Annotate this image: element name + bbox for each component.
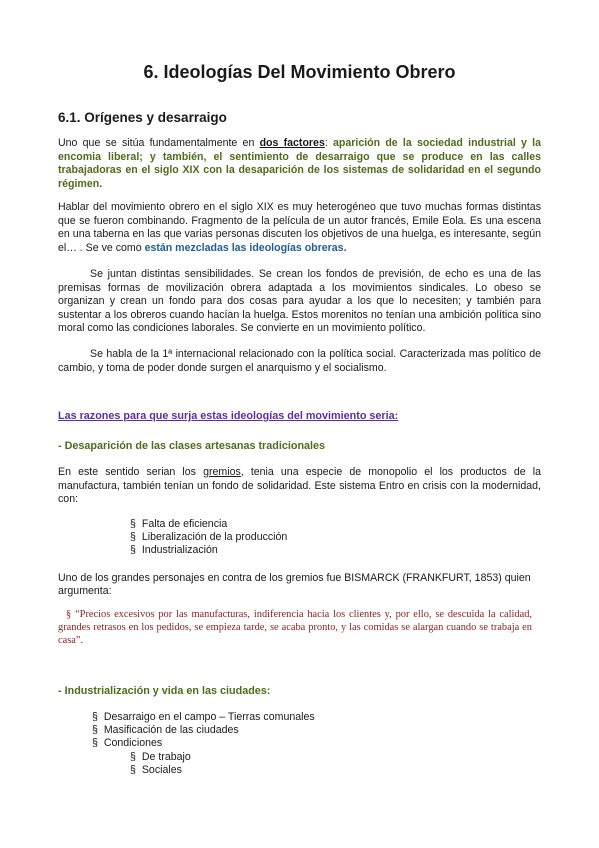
guild-crisis-list (130, 518, 287, 558)
list-item: § Desarraigo en el campo – Tierras comunales (92, 711, 315, 723)
list-item: § De trabajo (130, 751, 191, 763)
section-sign-icon: § (130, 544, 136, 557)
guilds-detail: , tenia una especie de monopolio el los productos de la manufactura, también tenían un fondo de solidaridad. Este sistema Entro en crisis con la modernidad, con: (58, 466, 541, 506)
paragraph-factors (58, 137, 541, 191)
subheading-artisans: - Desaparición de las clases artesanas tradicionales (58, 440, 326, 452)
city-life-list (92, 711, 315, 751)
list-item: § Condiciones (92, 737, 163, 750)
section-sign-icon: § (130, 518, 136, 530)
section-sign-icon: § (92, 737, 98, 750)
reasons-heading: Las razones para que surja estas ideologías del movimiento seria: (58, 410, 399, 422)
factors-colon: : (324, 137, 334, 149)
list-item: § Liberalización de la producción (130, 531, 288, 544)
guilds-keyword: gremios (203, 466, 241, 478)
factors-detail: aparición de la sociedad industrial y la encomia liberal; y también, el sentimiento de desarraigo que se produce en las calles trabajadoras en el siglo XIX con la desaparición de los sistemas de solidaridad en el segundo régimen. (58, 137, 541, 190)
section-sign-icon: § (130, 764, 136, 777)
conditions-sublist (130, 751, 191, 777)
list-item: § Masificación de las ciudades (92, 724, 239, 737)
section-sign-icon: § (130, 531, 136, 544)
movement-highlight: están mezcladas las ideologías obreras. (144, 241, 347, 254)
section-heading: 6.1. Orígenes y desarraigo (58, 110, 227, 125)
list-item: § Sociales (130, 764, 182, 777)
section-sign-icon: § (130, 751, 136, 763)
paragraph-movement (58, 201, 541, 255)
section-sign-icon: § (92, 711, 98, 723)
movement-text: Hablar del movimiento obrero en el siglo XIX es muy heterogéneo que tuvo muchas formas distintas que se fueron combinando. Fragmento de la película de un autor francés, Emile Eola. Es una escena en una taberna en las que varias personas discuten los objetivos de una huelga, es interesante, según el… . Se ve como (58, 201, 541, 254)
paragraph-guilds (58, 466, 541, 507)
list-item: § Industrialización (130, 544, 218, 557)
guilds-intro: En este sentido serian los (58, 466, 204, 478)
list-item: § Falta de eficiencia (130, 518, 228, 530)
factors-intro: Uno que se sitúa fundamentalmente en (58, 137, 260, 149)
paragraph-sensibilities: Se juntan distintas sensibilidades. Se crean los fondos de previsión, de echo es una de las premisas formas de movilización obrera adaptada a los movimientos sindicales. Lo obeso se organizan y crean un fondo para dos cosas para ayudar a los que lo necesiten; y también para sustentar a los obreros cuando hacían la huelga. Estos morenitos no tenían una ambición política sino moral como las condiciones laborales. Se convierte en un movimiento político. (58, 268, 541, 335)
factors-keyword: dos factores (259, 137, 325, 149)
paragraph-bismarck: Uno de los grandes personajes en contra de los gremios fue BISMARCK (FRANKFURT, 1853) quien argumenta: (58, 572, 531, 598)
section-sign-icon: § (92, 724, 98, 737)
section-sign-icon: § (66, 609, 72, 620)
paragraph-international: Se habla de la 1ª internacional relacionado con la política social. Caracterizada mas político de cambio, y toma de poder donde surgen el anarquismo y el socialismo. (58, 348, 541, 374)
subheading-industrialization: - Industrialización y vida en las ciudades: (58, 685, 271, 697)
quote-text: “Precios excesivos por las manufacturas, indiferencia hacia los clientes y, por ello, se descuida la calidad, grandes retrasos en los pedidos, se empieza tarde, se acaba pronto, y las comidas se alargan cuando se trabaja en casa”. (58, 609, 532, 646)
page-title: 6. Ideologías Del Movimiento Obrero (143, 62, 456, 82)
bismarck-quote (58, 608, 532, 647)
